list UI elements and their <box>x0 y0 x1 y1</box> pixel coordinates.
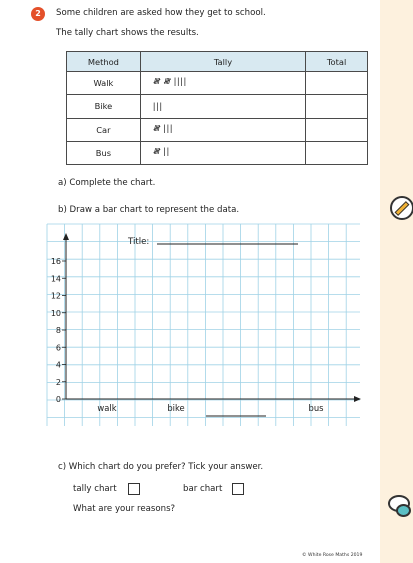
header-method: Method <box>67 52 141 72</box>
y-axis-arrow <box>63 233 69 240</box>
x-category-label: bike <box>167 403 185 413</box>
pencil-icon <box>390 196 413 222</box>
tally-chart-option-label: tally chart <box>73 484 117 494</box>
y-tick-label: 10 <box>50 308 61 318</box>
speech-bubble-icon <box>388 495 413 519</box>
method-cell: Walk <box>67 72 141 95</box>
header-tally: Tally <box>140 52 305 72</box>
chart-title-label: Title: <box>128 237 150 247</box>
x-category-label: walk <box>97 403 117 413</box>
y-tick-label: 16 <box>50 257 61 266</box>
tally-cell: 𝍸 || <box>140 141 305 164</box>
y-tick-label: 4 <box>55 360 61 370</box>
part-c-question: c) Which chart do you prefer? Tick your answer. <box>58 462 264 472</box>
chart-axes <box>63 233 361 402</box>
question-number-badge: 2 <box>31 7 45 21</box>
tally-chart-checkbox[interactable] <box>128 483 140 495</box>
y-tick-label: 0 <box>55 395 61 404</box>
grid-lines <box>47 224 360 426</box>
y-tick-label: 2 <box>55 377 61 387</box>
tally-cell: 𝍸 ||| <box>140 118 305 141</box>
tally-cell: ||| <box>140 95 305 118</box>
bar-chart-option-label: bar chart <box>183 484 223 494</box>
y-tick-label: 8 <box>55 326 61 335</box>
y-axis-ticks <box>51 257 66 404</box>
question-intro: Some children are asked how they get to school. <box>56 8 266 18</box>
reasons-prompt: What are your reasons? <box>73 504 176 514</box>
method-cell: Car <box>67 118 141 141</box>
method-cell: Bus <box>67 141 141 164</box>
header-total: Total <box>306 52 368 72</box>
part-b-text: b) Draw a bar chart to represent the data. <box>58 205 240 215</box>
copyright-text: © White Rose Maths 2019 <box>302 553 363 558</box>
x-axis-categories <box>97 403 323 416</box>
y-tick-label: 12 <box>50 291 61 301</box>
y-tick-label: 14 <box>50 274 61 284</box>
x-category-label: bus <box>308 403 324 413</box>
method-cell: Bike <box>67 95 141 118</box>
part-a-text: a) Complete the chart. <box>58 178 156 188</box>
x-axis-arrow <box>354 396 361 402</box>
y-tick-label: 6 <box>55 343 61 353</box>
tally-cell: 𝍸 𝍸 |||| <box>140 72 305 95</box>
question-subintro: The tally chart shows the results. <box>56 28 199 38</box>
bar-chart-checkbox[interactable] <box>232 483 244 495</box>
